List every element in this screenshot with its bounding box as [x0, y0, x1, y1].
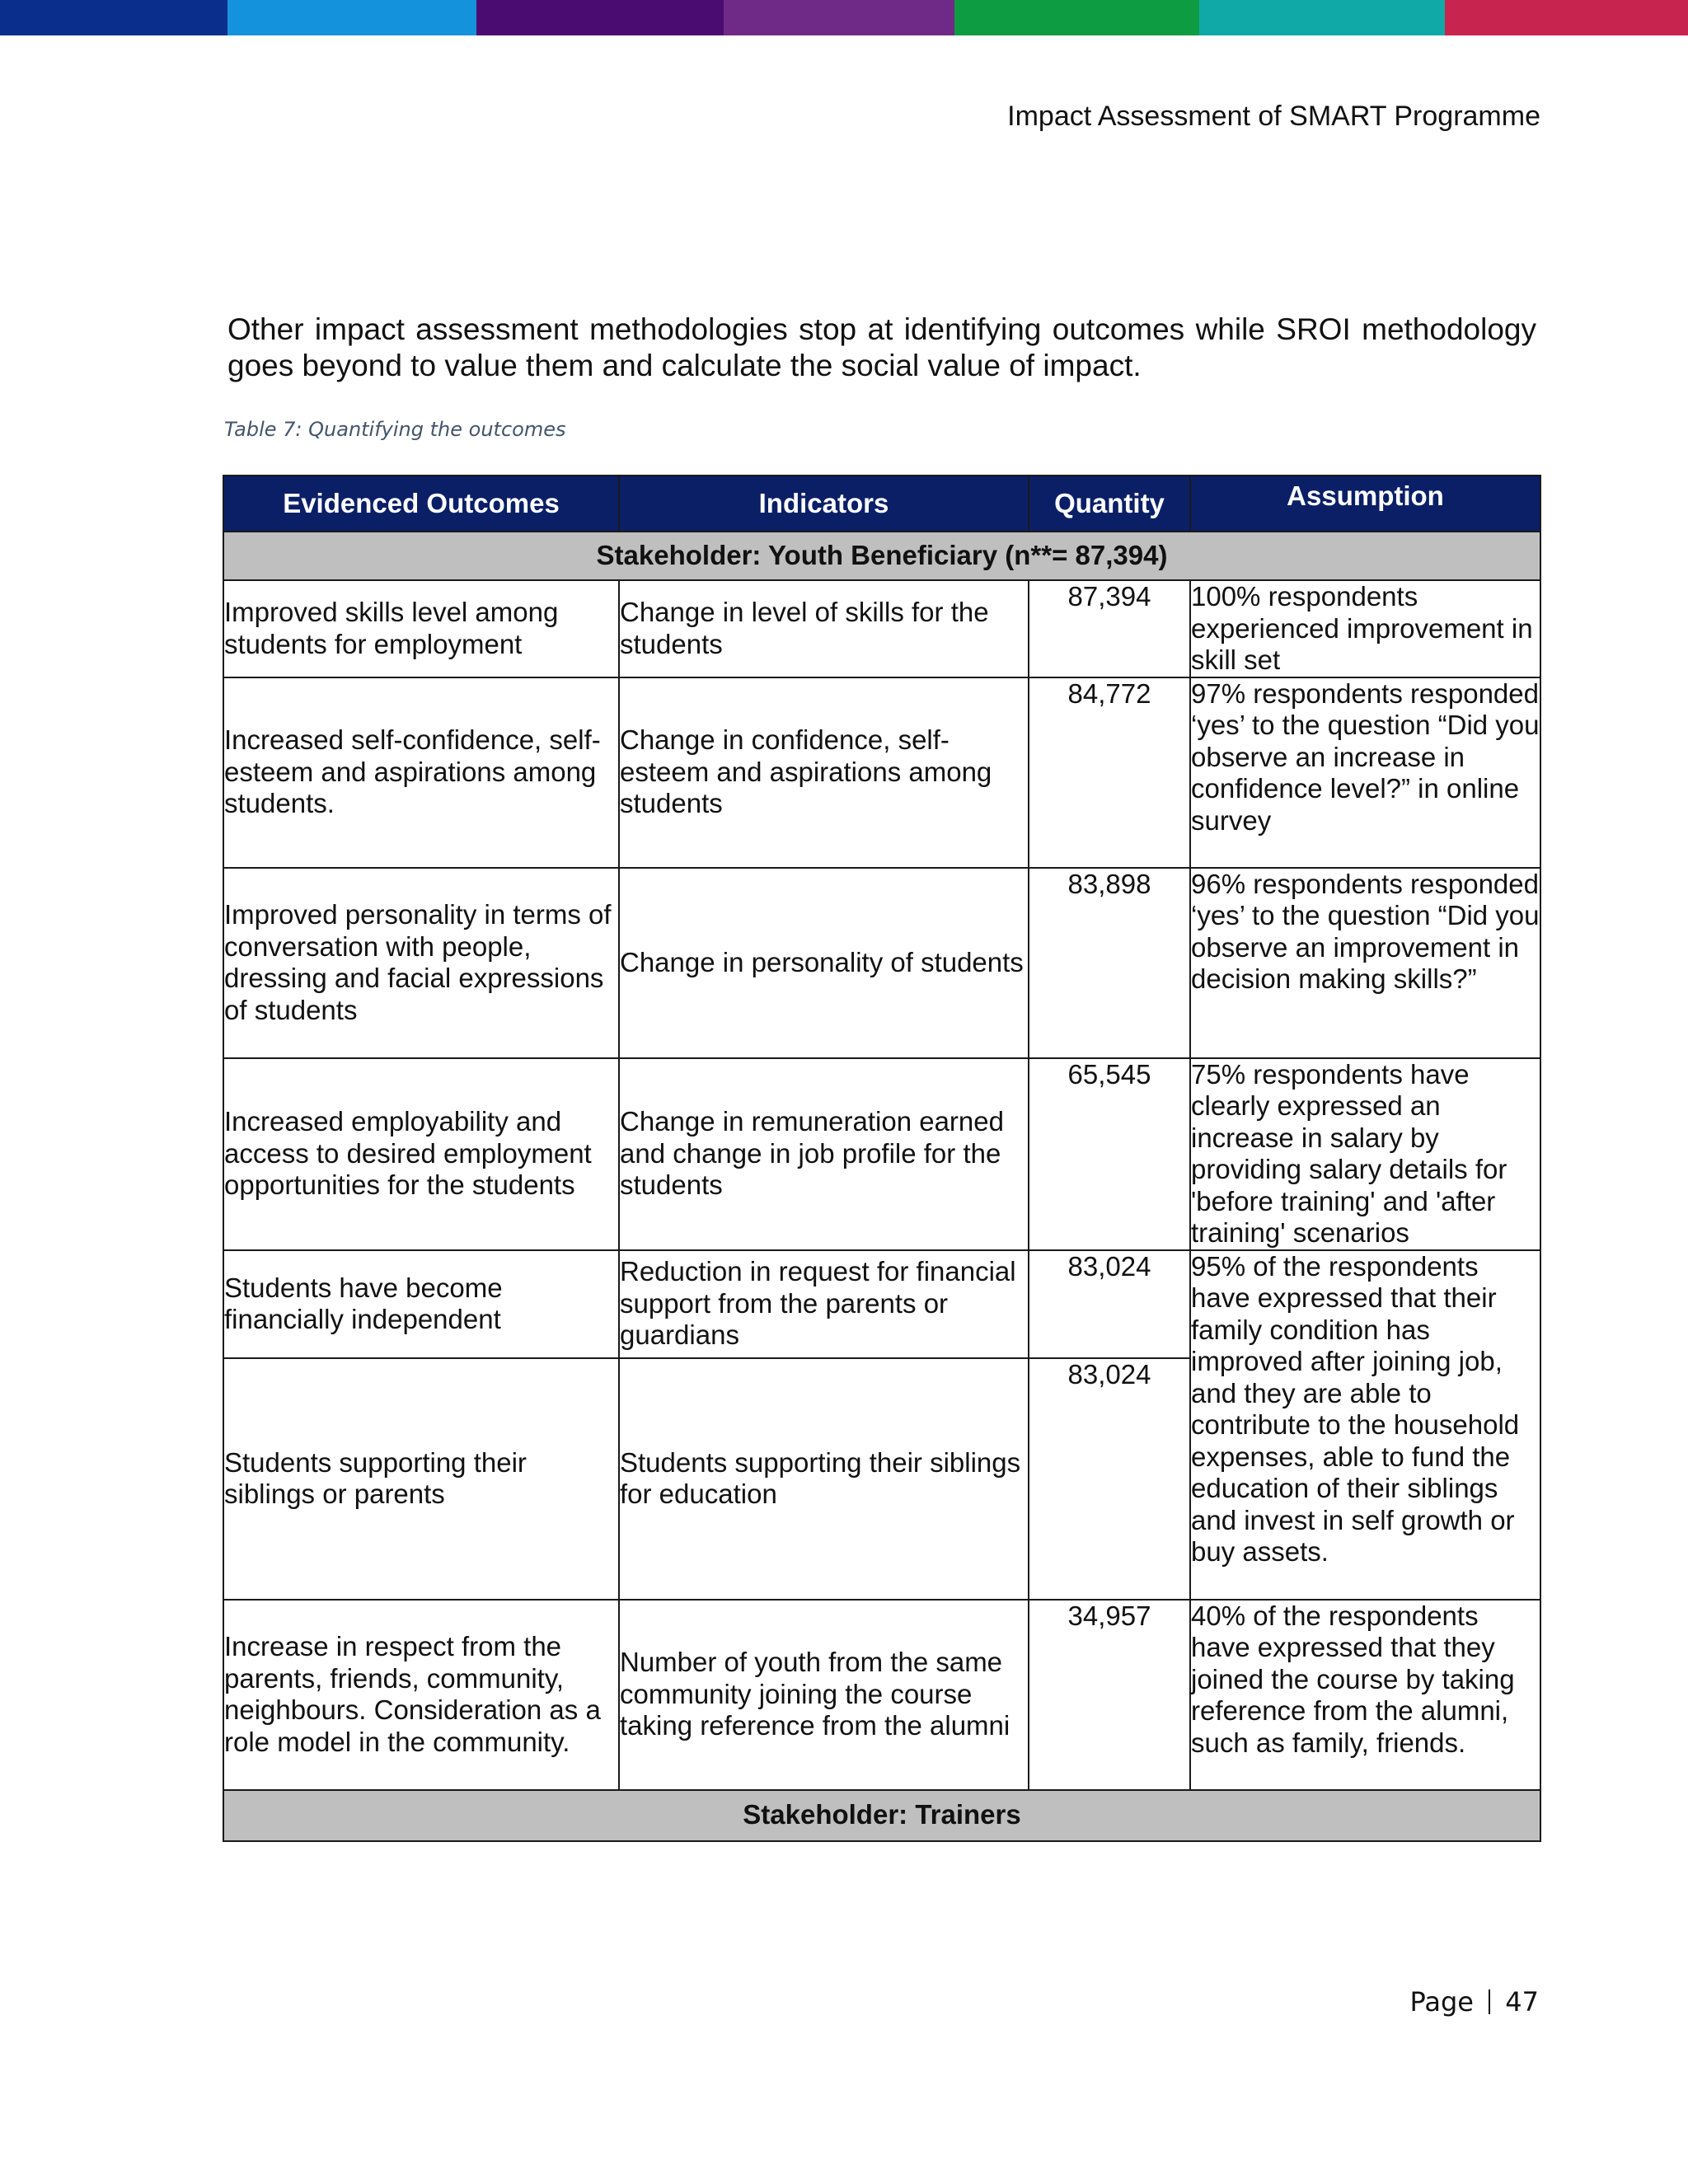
column-header: Quantity — [1029, 476, 1190, 532]
table-row — [223, 1250, 1540, 1358]
intro-paragraph: Other impact assessment methodologies stop at identifying outcomes while SROI methodology goes beyond to value them and calculate the social value of impact. — [227, 312, 1536, 382]
column-header: Assumption — [1190, 476, 1540, 532]
quantity-cell: 34,957 — [1029, 1600, 1190, 1790]
outcomes-table — [223, 475, 1541, 1842]
quantity-cell: 83,898 — [1029, 868, 1190, 1058]
top-color-bar — [0, 0, 1688, 35]
color-bar-segment — [724, 0, 954, 35]
quantity-cell: 84,772 — [1029, 677, 1190, 868]
table-row — [223, 1058, 1540, 1250]
column-header: Evidenced Outcomes — [223, 476, 619, 532]
color-bar-segment — [476, 0, 724, 35]
indicator-cell: Change in confidence, self-esteem and aspirations among students — [619, 677, 1029, 868]
assumption-cell: 96% respondents responded ‘yes’ to the question “Did you observe an improvement in decision making skills?” — [1190, 868, 1540, 1058]
assumption-cell: 95% of the respondents have expressed that their family condition has improved after joining job, and they are able to contribute to the household expenses, able to fund the education of their siblings and invest in self growth or buy assets. — [1190, 1250, 1540, 1600]
outcome-cell: Increased self-confidence, self-esteem and aspirations among students. — [223, 677, 619, 868]
quantity-cell: 87,394 — [1029, 580, 1190, 677]
outcome-cell: Increase in respect from the parents, friends, community, neighbours. Consideration as a role model in the community. — [223, 1600, 619, 1790]
outcome-cell: Improved skills level among students for employment — [223, 580, 619, 677]
outcome-cell: Improved personality in terms of conversation with people, dressing and facial expressions of students — [223, 868, 619, 1058]
assumption-cell: 97% respondents responded ‘yes’ to the question “Did you observe an increase in confidence level?” in online survey — [1190, 677, 1540, 868]
page-number: 47 — [1505, 1986, 1539, 2018]
table-caption: Table 7: Quantifying the outcomes — [224, 418, 566, 441]
stakeholder-youth-label: Stakeholder: Youth Beneficiary (n**= 87,394) — [223, 532, 1540, 580]
stakeholder-group-row — [223, 532, 1540, 580]
color-bar-segment — [1445, 0, 1688, 35]
indicator-cell: Reduction in request for financial support from the parents or guardians — [619, 1250, 1029, 1358]
quantity-cell: 83,024 — [1029, 1250, 1190, 1358]
page-number-separator — [1489, 1990, 1490, 2014]
color-bar-segment — [1199, 0, 1445, 35]
table-header-row — [223, 476, 1540, 532]
table-row — [223, 868, 1540, 1058]
assumption-cell: 40% of the respondents have expressed that they joined the course by taking reference from the alumni, such as family, friends. — [1190, 1600, 1540, 1790]
indicator-cell: Students supporting their siblings for education — [619, 1358, 1029, 1600]
color-bar-segment — [227, 0, 476, 35]
indicator-cell: Number of youth from the same community joining the course taking reference from the alumni — [619, 1600, 1029, 1790]
quantity-cell: 83,024 — [1029, 1358, 1190, 1600]
indicator-cell: Change in personality of students — [619, 868, 1029, 1058]
running-header: Impact Assessment of SMART Programme — [1007, 101, 1540, 132]
outcome-cell: Increased employability and access to desired employment opportunities for the students — [223, 1058, 619, 1250]
color-bar-segment — [0, 0, 227, 35]
page-label: Page — [1409, 1986, 1474, 2018]
assumption-cell: 75% respondents have clearly expressed an increase in salary by providing salary details for 'before training' and 'after training' scenarios — [1190, 1058, 1540, 1250]
outcome-cell: Students supporting their siblings or parents — [223, 1358, 619, 1600]
quantity-cell: 65,545 — [1029, 1058, 1190, 1250]
table-row — [223, 1600, 1540, 1790]
stakeholder-trainers-label: Stakeholder: Trainers — [223, 1790, 1540, 1841]
stakeholder-group-row — [223, 1790, 1540, 1841]
color-bar-segment — [954, 0, 1199, 35]
column-header: Indicators — [619, 476, 1029, 532]
page-footer — [1409, 1986, 1539, 2018]
assumption-cell: 100% respondents experienced improvement in skill set — [1190, 580, 1540, 677]
table-row — [223, 677, 1540, 868]
indicator-cell: Change in remuneration earned and change in job profile for the students — [619, 1058, 1029, 1250]
table-row — [223, 580, 1540, 677]
indicator-cell: Change in level of skills for the students — [619, 580, 1029, 677]
outcome-cell: Students have become financially independent — [223, 1250, 619, 1358]
